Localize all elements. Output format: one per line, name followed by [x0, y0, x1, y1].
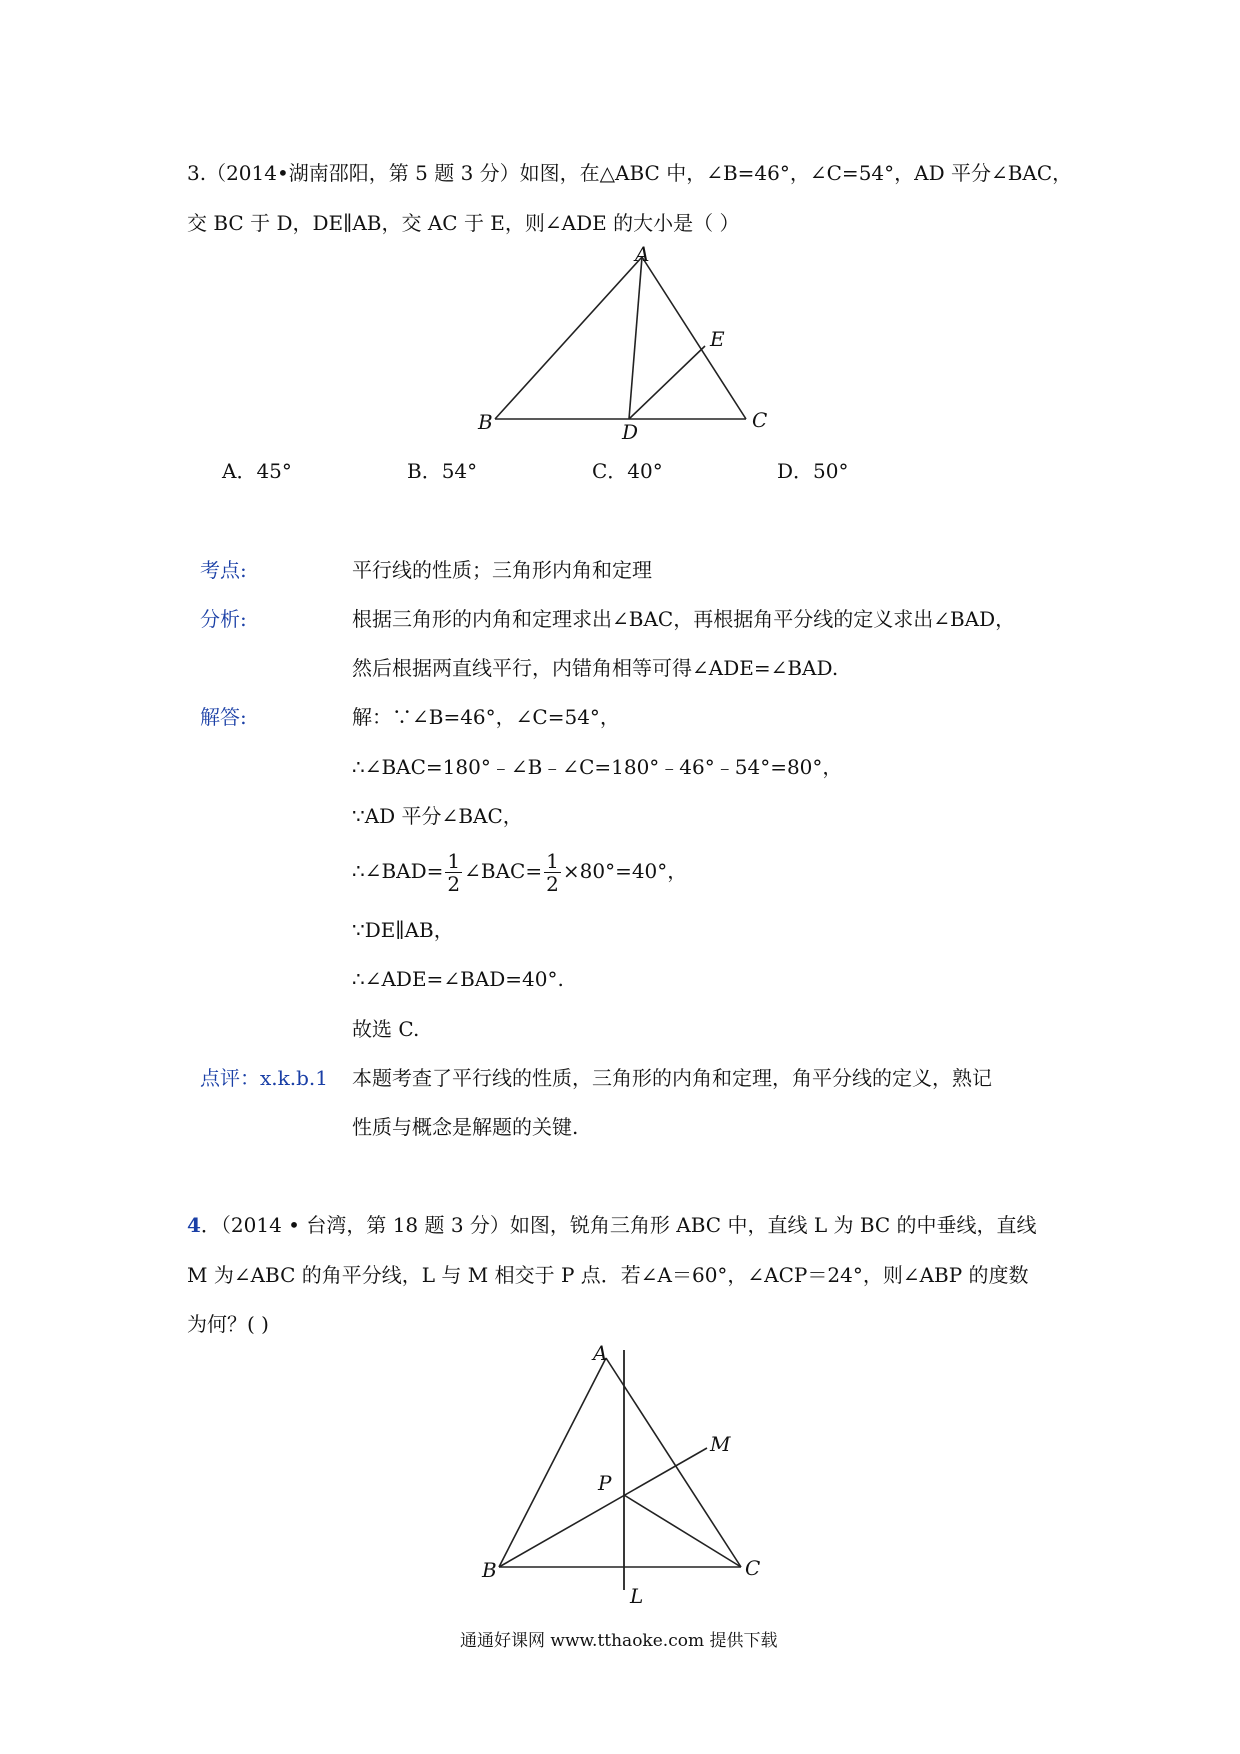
q3-label-e: E [710, 327, 725, 351]
fenxi-line2: 然后根据两直线平行，内错角相等可得∠ADE=∠BAD. [352, 656, 839, 680]
jieda-line4-prefix: ∴∠BAD= [352, 859, 444, 883]
q4-label-b: B [482, 1558, 497, 1582]
dianping-line1: 本题考查了平行线的性质，三角形的内角和定理，角平分线的定义，熟记 [352, 1066, 992, 1090]
dianping-label: 点评：x.k.b.1 [200, 1066, 328, 1090]
q4-number: 4 [187, 1213, 201, 1237]
jieda-line7: 故选 C. [352, 1017, 420, 1041]
q3-label-d: D [622, 420, 639, 444]
q4-stem-line1-text: ．（2014 • 台湾，第 18 题 3 分）如图，锐角三角形 ABC 中，直线 L 为 BC 的中垂线，直线 [200, 1213, 1037, 1237]
fraction-denominator-2: 2 [546, 872, 559, 896]
jieda-line4-suffix: ×80°=40°， [562, 859, 688, 883]
q4-stem-line3: 为何？( ) [187, 1312, 269, 1336]
q4-label-c: C [745, 1556, 761, 1580]
q3-segment-ad [629, 257, 642, 419]
q3-label-b: B [478, 410, 493, 434]
q4-label-l: L [630, 1584, 644, 1608]
q4-side-ac [606, 1358, 741, 1567]
jieda-line6: ∴∠ADE=∠BAD=40°. [352, 967, 564, 991]
jieda-line4 [352, 845, 687, 897]
q3-option-b: B．54° [407, 459, 478, 483]
dianping-line2: 性质与概念是解题的关键. [352, 1115, 579, 1139]
fraction-one-half-2 [544, 850, 561, 895]
kaodian-text: 平行线的性质；三角形内角和定理 [352, 558, 652, 582]
fraction-numerator-2: 1 [546, 849, 559, 873]
jieda-line1: 解：∵∠B=46°，∠C=54°， [352, 705, 620, 729]
jieda-line3: ∵AD 平分∠BAC， [352, 804, 523, 828]
kaodian-label: 考点: [200, 558, 247, 582]
q3-stem-line2: 交 BC 于 D，DE∥AB，交 AC 于 E，则∠ADE 的大小是（ ） [187, 211, 740, 235]
fenxi-line1: 根据三角形的内角和定理求出∠BAC，再根据角平分线的定义求出∠BAD， [352, 607, 1016, 631]
q3-option-c: C．40° [592, 459, 663, 483]
jieda-line5: ∵DE∥AB， [352, 918, 454, 942]
q4-triangle-figure [470, 1345, 770, 1610]
q3-label-c: C [752, 408, 768, 432]
q3-stem-line1: 3.（2014•湖南邵阳，第 5 题 3 分）如图，在△ABC 中，∠B=46°，∠C=54°，AD 平分∠BAC， [187, 161, 1073, 185]
q3-option-a: A．45° [222, 459, 292, 483]
fraction-numerator: 1 [447, 849, 461, 873]
fraction-denominator: 2 [447, 872, 461, 896]
q4-segment-pc [624, 1495, 741, 1567]
q4-stem-line1 [187, 1212, 1037, 1238]
q3-option-d: D．50° [777, 459, 849, 483]
fraction-one-half [445, 850, 462, 895]
jieda-line2: ∴∠BAC=180°﹣∠B﹣∠C=180°﹣46°﹣54°=80°， [352, 755, 843, 779]
q4-label-m: M [710, 1432, 731, 1456]
q4-stem-line2: M 为∠ABC 的角平分线，L 与 M 相交于 P 点．若∠A＝60°，∠ACP＝24°，则∠ABP 的度数 [187, 1263, 1029, 1287]
fenxi-label: 分析: [200, 607, 247, 631]
q3-triangle-figure [470, 245, 770, 445]
q3-side-ab [495, 257, 642, 419]
q4-label-p: P [598, 1471, 612, 1495]
jieda-line4-middle: ∠BAC= [464, 859, 543, 883]
q3-segment-de [629, 346, 705, 419]
q3-label-a: A [635, 245, 650, 266]
footer-source: 通通好课网 www.tthaoke.com 提供下载 [460, 1631, 778, 1651]
q3-side-ac [642, 257, 746, 419]
q4-label-a: A [593, 1345, 608, 1365]
jieda-label: 解答: [200, 705, 247, 729]
